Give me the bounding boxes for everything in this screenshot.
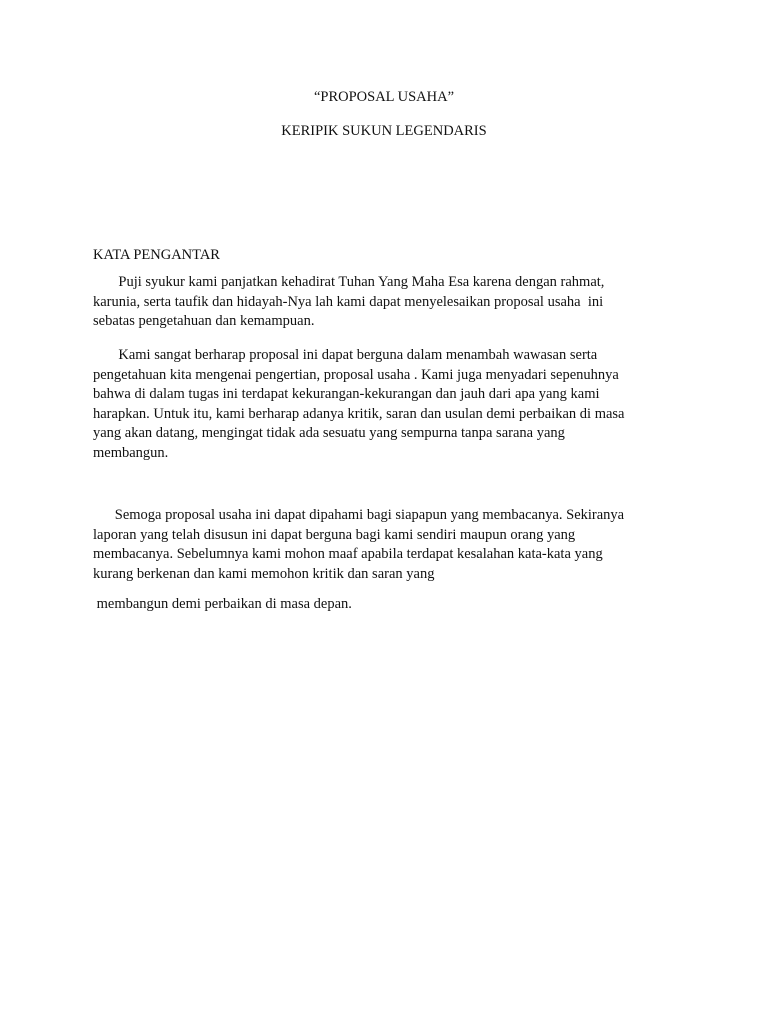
paragraph-line: sebatas pengetahuan dan kemampuan. [93,313,315,330]
paragraph-2 [93,346,693,464]
document-subtitle: KERIPIK SUKUN LEGENDARIS [281,123,487,139]
paragraph-line: Semoga proposal usaha ini dapat dipahami bagi siapapun yang membacanya. Sekiranya [93,507,625,523]
document-title: “PROPOSAL USAHA” [313,89,455,105]
paragraph-line: yang akan datang, mengingat tidak ada sesuatu yang sempurna tanpa sarana yang [93,425,565,442]
paragraph-line: kurang berkenan dan kami memohon kritik dan saran yang [93,565,435,582]
paragraph-4 [93,595,693,615]
section-heading: KATA PENGANTAR [93,247,220,263]
paragraph-3 [93,506,693,584]
paragraph-line: Kami sangat berharap proposal ini dapat berguna dalam menambah wawasan serta [93,347,598,363]
paragraph-line: membacanya. Sebelumnya kami mohon maaf apabila terdapat kesalahan kata-kata yang [93,546,603,563]
paragraph-line: bahwa di dalam tugas ini terdapat kekurangan-kekurangan dan jauh dari apa yang kami [93,386,600,403]
paragraph-line: laporan yang telah disusun ini dapat berguna bagi kami sendiri maupun orang yang [93,526,576,543]
paragraph-1 [93,273,693,332]
paragraph-line: pengetahuan kita mengenai pengertian, proposal usaha . Kami juga menyadari sepenuhnya [93,366,619,383]
paragraph-line: membangun. [93,444,169,461]
paragraph-line: karunia, serta taufik dan hidayah-Nya lah kami dapat menyelesaikan proposal usaha ini [93,293,604,310]
paragraph-line: Puji syukur kami panjatkan kehadirat Tuhan Yang Maha Esa karena dengan rahmat, [93,274,605,290]
paragraph-line: harapkan. Untuk itu, kami berharap adanya kritik, saran dan usulan demi perbaikan di masa [93,405,625,422]
paragraph-line: membangun demi perbaikan di masa depan. [93,596,352,612]
